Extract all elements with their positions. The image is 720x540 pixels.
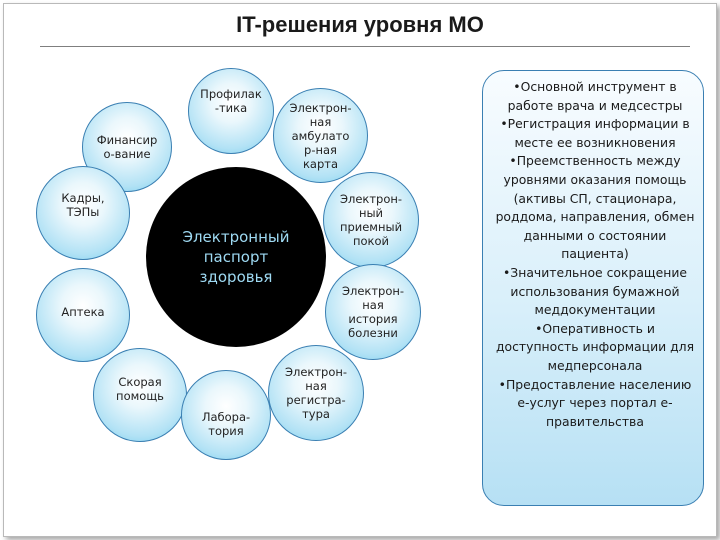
node-history bbox=[325, 264, 421, 360]
info-item: •Значительное сокращение использования бумажной меддокументации bbox=[502, 264, 688, 318]
node-amb-card-label: Электрон- ная амбулато р-ная карта bbox=[289, 100, 352, 171]
info-item: •Регистрация информации в месте ее возникновения bbox=[500, 116, 690, 150]
center-label: Электронный паспорт здоровья bbox=[182, 228, 290, 286]
node-reception bbox=[323, 172, 419, 268]
node-lab bbox=[181, 370, 271, 460]
node-prevention bbox=[188, 68, 274, 154]
slide-title: IT-решения уровня МО bbox=[236, 12, 484, 37]
info-item: •Основной инструмент в работе врача и медсестры bbox=[507, 79, 683, 113]
node-amb-card bbox=[273, 88, 368, 183]
node-prevention-label: Профилак -тика bbox=[200, 87, 262, 115]
node-registry bbox=[268, 345, 364, 441]
node-staff bbox=[36, 166, 130, 260]
node-pharmacy-label: Аптека bbox=[61, 305, 105, 319]
node-staff-label: Кадры, ТЭПы bbox=[61, 191, 105, 219]
info-item: •Предоставление населению е-услуг через портал е-правительства bbox=[498, 376, 692, 429]
center-circle bbox=[146, 167, 326, 347]
node-ambulance-label: Скорая помощь bbox=[116, 375, 164, 403]
node-pharmacy bbox=[36, 268, 130, 362]
title-divider bbox=[40, 46, 690, 47]
info-panel bbox=[482, 70, 704, 506]
node-lab-label: Лабора- тория bbox=[201, 410, 251, 438]
node-registry-label: Электрон- ная регистра- тура bbox=[284, 365, 348, 421]
info-item: •Преемственность между уровнями оказания помощь (активы СП, стационара, роддома, направления, обмен данными о состоянии пациента) bbox=[495, 153, 695, 262]
node-reception-label: Электрон- ный приемный покой bbox=[339, 192, 403, 248]
node-history-label: Электрон- ная история болезни bbox=[341, 284, 405, 340]
node-finance-label: Финансир о-вание bbox=[96, 133, 158, 161]
node-ambulance bbox=[93, 348, 187, 442]
info-item: •Оперативность и доступность информации для медперсонала bbox=[495, 320, 695, 373]
